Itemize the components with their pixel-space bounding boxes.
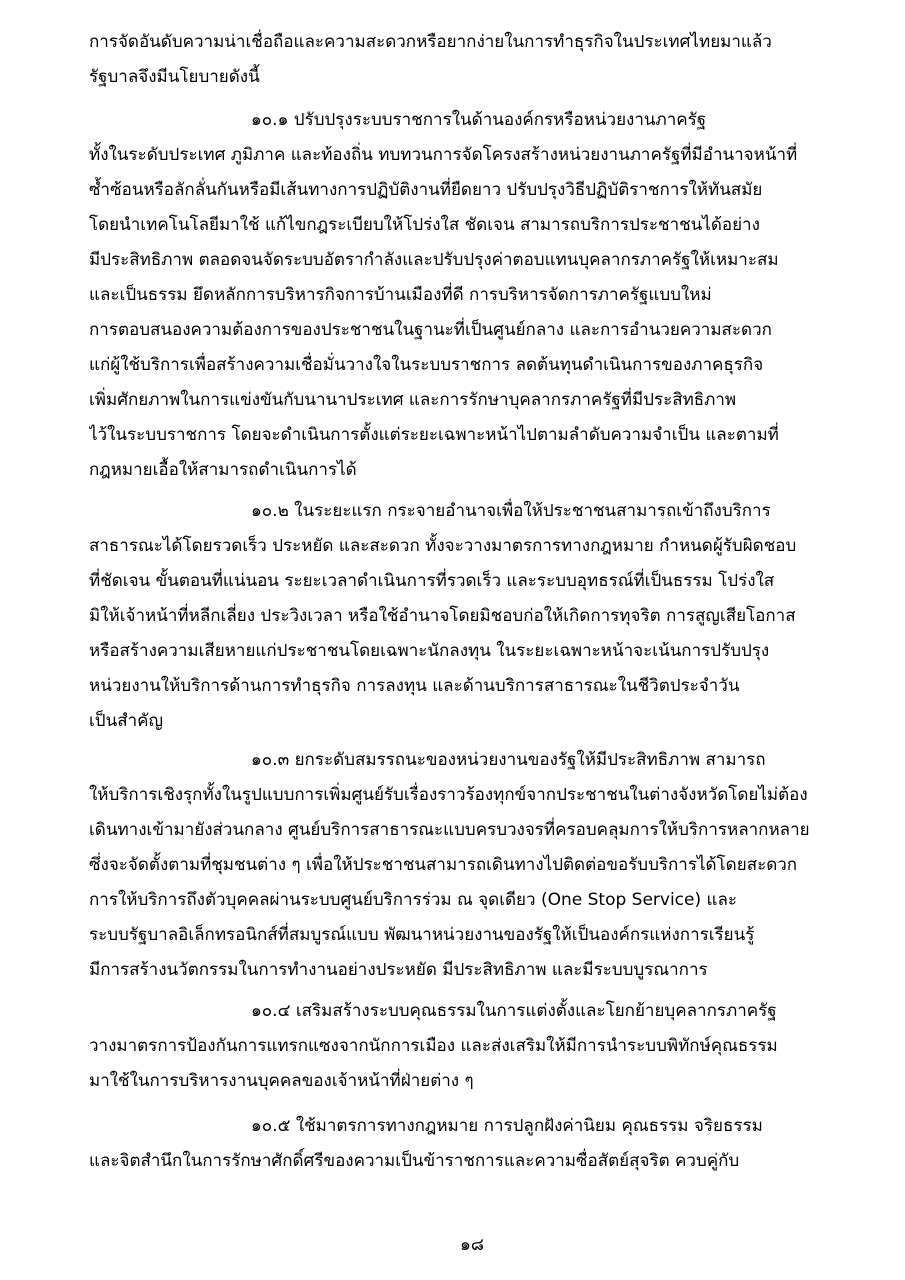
body-line: รัฐบาลจึงมีนโยบายดังนี้ <box>89 67 260 87</box>
page-number: ๑๘ <box>460 1235 484 1255</box>
paragraph-10-5-heading: ๑๐.๕ ใช้มาตรการทางกฎหมาย การปลูกฝังค่านิยม คุณธรรม จริยธรรม <box>251 1116 763 1136</box>
body-line: กฎหมายเอื้อให้สามารถดำเนินการได้ <box>89 460 357 480</box>
body-line: ระบบรัฐบาลอิเล็กทรอนิกส์ที่สมบูรณ์แบบ พัฒนาหน่วยงานของรัฐให้เป็นองค์กรแห่งการเรียนรู้ <box>89 925 755 945</box>
body-line: โดยนำเทคโนโลยีมาใช้ แก้ไขกฎระเบียบให้โปร่งใส ชัดเจน สามารถบริการประชาชนได้อย่าง <box>89 215 760 235</box>
body-line: ซึ่งจะจัดตั้งตามที่ชุมชนต่าง ๆ เพื่อให้ประชาชนสามารถเดินทางไปติดต่อขอรับบริการได้โดยสะดวก <box>89 855 798 875</box>
body-line: มิให้เจ้าหน้าที่หลีกเลี่ยง ประวิงเวลา หรือใช้อำนาจโดยมิชอบก่อให้เกิดการทุจริต การสูญเสียโอกาส <box>89 606 796 626</box>
paragraph-10-2-heading: ๑๐.๒ ในระยะแรก กระจายอำนาจเพื่อให้ประชาชนสามารถเข้าถึงบริการ <box>251 501 771 521</box>
body-line: วางมาตรการป้องกันการแทรกแซงจากนักการเมือง และส่งเสริมให้มีการนำระบบพิทักษ์คุณธรรม <box>89 1036 778 1056</box>
document-page <box>89 0 855 1280</box>
paragraph-10-3-heading: ๑๐.๓ ยกระดับสมรรถนะของหน่วยงานของรัฐให้มีประสิทธิภาพ สามารถ <box>251 750 766 770</box>
body-line: หรือสร้างความเสียหายแก่ประชาชนโดยเฉพาะนักลงทุน ในระยะเฉพาะหน้าจะเน้นการปรับปรุง <box>89 641 770 661</box>
body-line: แก่ผู้ใช้บริการเพื่อสร้างความเชื่อมั่นวางใจในระบบราชการ ลดต้นทุนดำเนินการของภาคธุรกิจ <box>89 355 764 375</box>
body-line: และเป็นธรรม ยึดหลักการบริหารกิจการบ้านเมืองที่ดี การบริหารจัดการภาครัฐแบบใหม่ <box>89 285 712 305</box>
paragraph-10-4-heading: ๑๐.๔ เสริมสร้างระบบคุณธรรมในการแต่งตั้งและโยกย้ายบุคลากรภาครัฐ <box>251 1001 777 1021</box>
paragraph-10-1-heading: ๑๐.๑ ปรับปรุงระบบราชการในด้านองค์กรหรือหน่วยงานภาครัฐ <box>251 110 707 130</box>
body-line: เป็นสำคัญ <box>89 711 164 731</box>
body-line: มีการสร้างนวัตกรรมในการทำงานอย่างประหยัด มีประสิทธิภาพ และมีระบบบูรณาการ <box>89 960 708 980</box>
body-line: หน่วยงานให้บริการด้านการทำธุรกิจ การลงทุน และด้านบริการสาธารณะในชีวิตประจำวัน <box>89 676 740 696</box>
body-line: เดินทางเข้ามายังส่วนกลาง ศูนย์บริการสาธารณะแบบครบวงจรที่ครอบคลุมการให้บริการหลากหลาย <box>89 820 810 840</box>
body-line: ให้บริการเชิงรุกทั้งในรูปแบบการเพิ่มศูนย์รับเรื่องราวร้องทุกข์จากประชาชนในต่างจังหวัดโดยไม่ต้อง <box>89 785 808 805</box>
body-line: การให้บริการถึงตัวบุคคลผ่านระบบศูนย์บริการร่วม ณ จุดเดียว (One Stop Service) และ <box>89 890 738 910</box>
body-line: สาธารณะได้โดยรวดเร็ว ประหยัด และสะดวก ทั้งจะวางมาตรการทางกฎหมาย กำหนดผู้รับผิดชอบ <box>89 536 797 556</box>
body-line: การจัดอันดับความน่าเชื่อถือและความสะดวกหรือยากง่ายในการทำธุรกิจในประเทศไทยมาแล้ว <box>89 32 772 52</box>
body-line: มีประสิทธิภาพ ตลอดจนจัดระบบอัตรากำลังและปรับปรุงค่าตอบแทนบุคลากรภาครัฐให้เหมาะสม <box>89 250 779 270</box>
body-line: มาใช้ในการบริหารงานบุคคลของเจ้าหน้าที่ฝ่ายต่าง ๆ <box>89 1071 474 1091</box>
body-line: ซ้ำซ้อนหรือลักลั่นกันหรือมีเส้นทางการปฏิบัติงานที่ยืดยาว ปรับปรุงวิธีปฏิบัติราชการให้ทันสมัย <box>89 180 763 200</box>
body-line: และจิตสำนึกในการรักษาศักดิ์ศรีของความเป็นข้าราชการและความซื่อสัตย์สุจริต ควบคู่กับ <box>89 1151 740 1171</box>
body-line: การตอบสนองความต้องการของประชาชนในฐานะที่เป็นศูนย์กลาง และการอำนวยความสะดวก <box>89 320 772 340</box>
body-line: เพิ่มศักยภาพในการแข่งขันกับนานาประเทศ และการรักษาบุคลากรภาครัฐที่มีประสิทธิภาพ <box>89 390 737 410</box>
body-line: ทั้งในระดับประเทศ ภูมิภาค และท้องถิ่น ทบทวนการจัดโครงสร้างหน่วยงานภาครัฐที่มีอำนาจหน้าที่ <box>89 145 798 165</box>
body-line: ไว้ในระบบราชการ โดยจะดำเนินการตั้งแต่ระยะเฉพาะหน้าไปตามลำดับความจำเป็น และตามที่ <box>89 425 779 445</box>
body-line: ที่ชัดเจน ขั้นตอนที่แน่นอน ระยะเวลาดำเนินการที่รวดเร็ว และระบบอุทธรณ์ที่เป็นธรรม โปร่งใส <box>89 571 775 591</box>
